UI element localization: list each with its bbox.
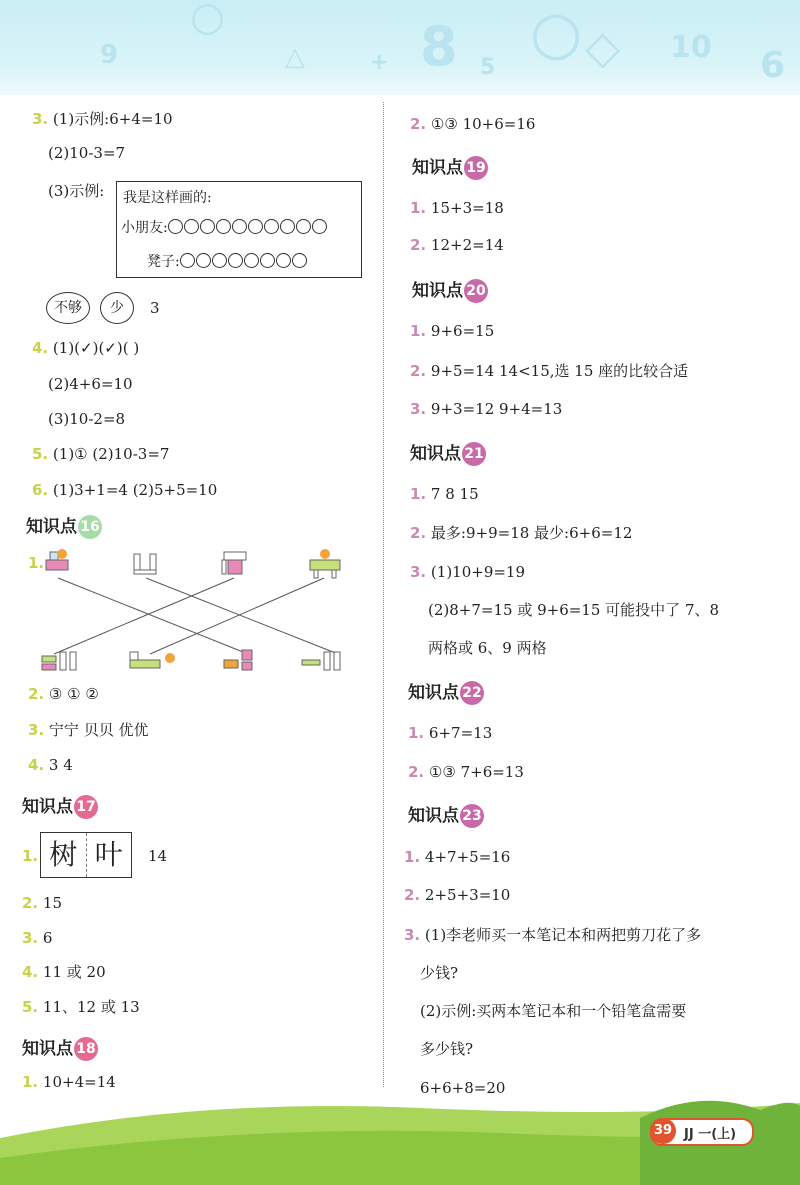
answer-16-2: 2. ③ ① ②	[28, 685, 99, 703]
answer-5: 5. (1)① (2)10-3=7	[32, 445, 170, 463]
answer-17-5: 5. 11、12 或 13	[22, 998, 140, 1016]
section-badge: 21	[462, 442, 486, 466]
answer-16-4: 4. 3 4	[28, 756, 73, 774]
top-figure-2	[134, 554, 156, 574]
character-grid	[40, 832, 132, 878]
answer-20-1: 1. 9+6=15	[410, 322, 495, 340]
answer-17-3: 3. 6	[22, 929, 53, 947]
top-figure-3	[222, 552, 246, 574]
answer-20-3: 3. 9+3=12 9+4=13	[410, 400, 563, 418]
drawn-circle	[184, 219, 199, 234]
grid-char-1: 树	[41, 833, 87, 877]
answer-r-2: 2. ①③ 10+6=16	[410, 115, 536, 133]
drawn-circle	[312, 219, 327, 234]
column-divider	[383, 102, 384, 1087]
answer-3-1: 3. (1)示例:6+4=10	[32, 110, 173, 128]
drawn-circle	[248, 219, 263, 234]
section-heading-22: 知识点 22	[408, 678, 484, 705]
drawn-circle	[180, 253, 195, 268]
drawn-circle	[264, 219, 279, 234]
bottom-figure-4	[302, 652, 340, 670]
decor-digit: 5	[480, 55, 496, 80]
answer-3-2: (2)10-3=7	[48, 144, 126, 162]
edition-label: JJ 一(上)	[684, 1127, 737, 1142]
drawn-circle	[228, 253, 243, 268]
page-number: 39	[650, 1118, 676, 1144]
bottom-figure-1	[42, 652, 76, 670]
answer-16-3: 3. 宁宁 贝贝 优优	[28, 721, 149, 739]
answer-4-3: (3)10-2=8	[48, 410, 126, 428]
answer-21-2: 2. 最多:9+9=18 最少:6+6=12	[410, 524, 633, 542]
answer-21-3-1: 3. (1)10+9=19	[410, 563, 526, 581]
section-heading-16: 知识点 16	[26, 512, 102, 539]
drawn-circle	[200, 219, 215, 234]
section-heading-20: 知识点 20	[412, 276, 488, 303]
decor-triangle: △	[285, 42, 305, 72]
answer-21-3-2: (2)8+7=15 或 9+6=15 可能投中了 7、8	[428, 601, 720, 619]
section-badge: 17	[74, 795, 98, 819]
drawn-circle	[260, 253, 275, 268]
decor-plus: +	[370, 50, 389, 75]
top-figure-1	[46, 549, 68, 570]
drawn-circle	[280, 219, 295, 234]
answer-23-3-2: 少钱?	[420, 964, 459, 982]
kids-circles	[168, 220, 328, 236]
answer-18-1: 1. 10+4=14	[22, 1073, 116, 1091]
section-badge: 16	[78, 515, 102, 539]
answer-23-1: 1. 4+7+5=16	[404, 848, 511, 866]
drawn-circle	[244, 253, 259, 268]
stool-row: 凳子:	[147, 252, 308, 272]
drawing-title: 我是这样画的:	[123, 190, 212, 206]
section-heading-19: 知识点 19	[412, 153, 488, 180]
decor-digit: 6	[760, 45, 786, 86]
matching-diagram	[38, 548, 358, 678]
drawing-box	[116, 181, 362, 278]
section-badge: 19	[464, 156, 488, 180]
section-heading-23: 知识点 23	[408, 801, 484, 828]
top-banner	[0, 0, 800, 95]
drawn-circle	[232, 219, 247, 234]
drawn-circle	[216, 219, 231, 234]
answer-3-count: 3	[150, 299, 160, 317]
bottom-figure-2	[130, 652, 175, 668]
answer-6: 6. (1)3+1=4 (2)5+5=10	[32, 481, 218, 499]
grid-char-2: 叶	[94, 838, 123, 871]
drawn-circle	[196, 253, 211, 268]
drawn-circle	[296, 219, 311, 234]
answer-4-1: 4. (1)(✓)(✓)( )	[32, 339, 140, 357]
decor-digit: 9	[100, 40, 119, 70]
decor-digit: 8	[420, 15, 458, 78]
decor-digit: 10	[670, 30, 712, 65]
page-badge	[650, 1118, 754, 1146]
section-heading-21: 知识点 21	[410, 439, 486, 466]
section-badge: 18	[74, 1037, 98, 1061]
answer-4-2: (2)4+6=10	[48, 375, 133, 393]
drawn-circle	[292, 253, 307, 268]
section-heading-18: 知识点 18	[22, 1034, 98, 1061]
drawn-circle	[168, 219, 183, 234]
bottom-figure-3	[224, 650, 252, 670]
answer-23-3-4: 多少钱?	[420, 1040, 474, 1058]
section-badge: 22	[460, 681, 484, 705]
answer-16-1-num: 1.	[28, 554, 45, 572]
answer-21-3-3: 两格或 6、9 两格	[428, 639, 547, 657]
top-figure-4	[310, 549, 340, 578]
answer-17-2: 2. 15	[22, 894, 63, 912]
answer-19-2: 2. 12+2=14	[410, 236, 504, 254]
circled-less: 少	[100, 292, 134, 324]
section-badge: 23	[460, 804, 484, 828]
answer-17-1: 14	[148, 847, 168, 865]
answer-21-1: 1. 7 8 15	[410, 485, 479, 503]
decor-circle: ○	[190, 0, 225, 40]
answer-20-2: 2. 9+5=14 14<15,选 15 座的比较合适	[410, 362, 689, 380]
answer-22-1: 1. 6+7=13	[408, 724, 493, 742]
drawn-circle	[212, 253, 227, 268]
answer-23-3-5: 6+6+8=20	[420, 1079, 506, 1097]
section-badge: 20	[464, 279, 488, 303]
answer-22-2: 2. ①③ 7+6=13	[408, 763, 524, 781]
answer-3-3: (3)示例:	[48, 182, 105, 200]
answer-23-3-1: 3. (1)李老师买一本笔记本和两把剪刀花了多	[404, 926, 702, 944]
drawn-circle	[276, 253, 291, 268]
decor-circle: ○	[530, 0, 583, 68]
answer-17-1-num: 1.	[22, 847, 39, 865]
kids-row: 小朋友:	[121, 218, 328, 238]
section-heading-17: 知识点 17	[22, 792, 98, 819]
decor-diamond: ◇	[585, 20, 621, 74]
answer-23-2: 2. 2+5+3=10	[404, 886, 511, 904]
answer-19-1: 1. 15+3=18	[410, 199, 504, 217]
answer-17-4: 4. 11 或 20	[22, 963, 106, 981]
circled-not-enough: 不够	[46, 292, 90, 324]
answer-23-3-3: (2)示例:买两本笔记本和一个铅笔盒需要	[420, 1002, 687, 1020]
stool-circles	[180, 254, 308, 270]
